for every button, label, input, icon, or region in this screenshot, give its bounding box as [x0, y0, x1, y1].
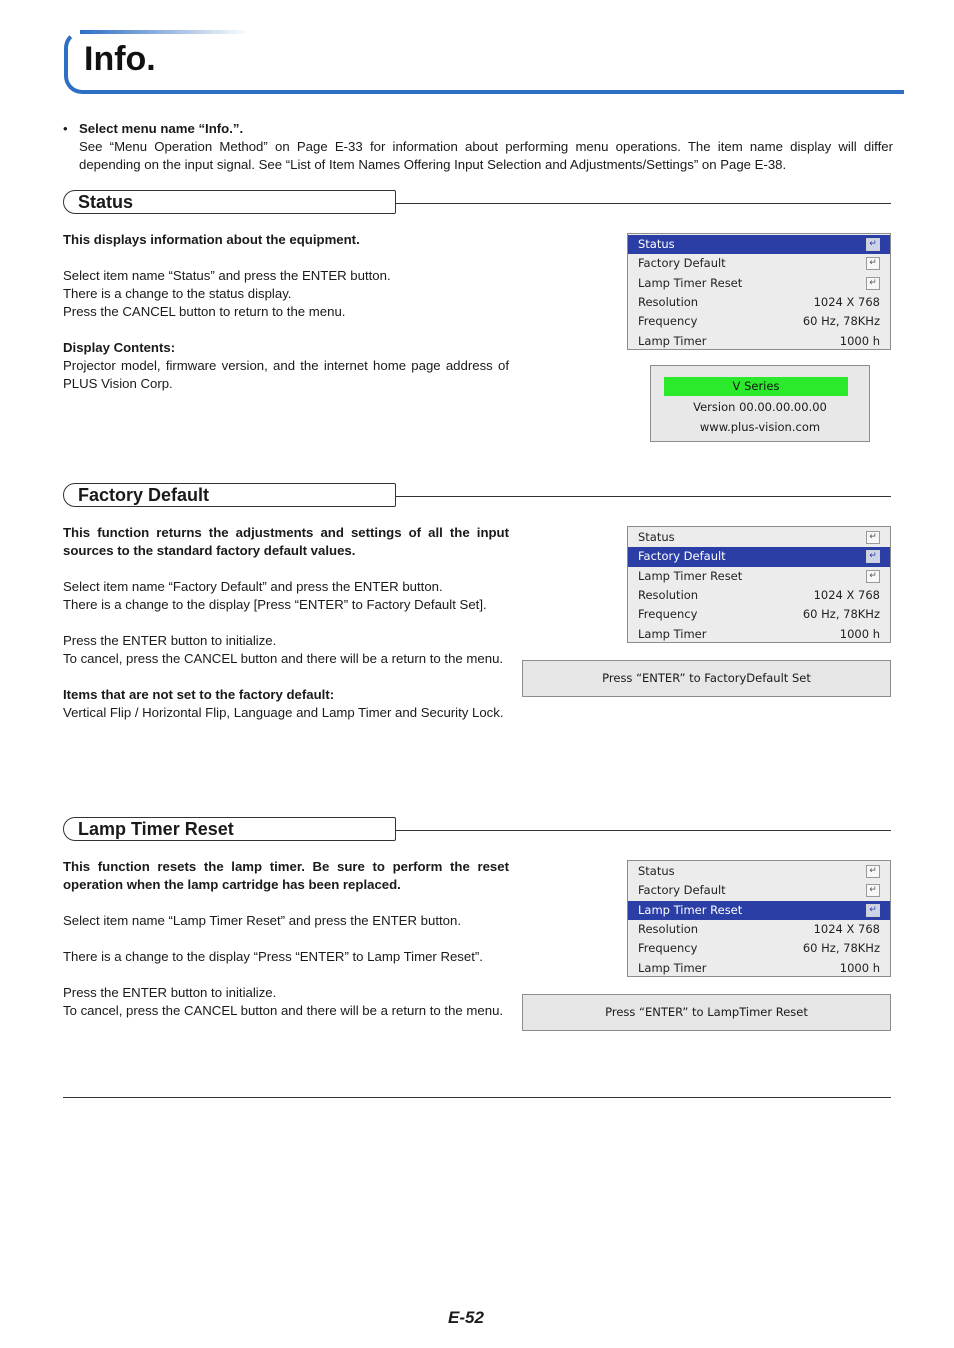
menu-item-resolution	[628, 293, 890, 312]
menu-item-value: 1024 X 768	[813, 922, 880, 937]
menu-item-label: Frequency	[638, 314, 698, 329]
status-contents-label: Display Contents:	[63, 340, 176, 355]
menu-item-status	[628, 528, 890, 547]
factory-items-text: Vertical Flip / Horizontal Flip, Language and Lamp Timer and Security Lock.	[63, 705, 504, 720]
menu-item-resolution	[628, 920, 890, 939]
page-title: Info.	[84, 40, 156, 78]
lamp-timer-text	[63, 858, 509, 1020]
menu-item-label: Factory Default	[638, 549, 726, 564]
menu-item-label: Frequency	[638, 941, 698, 956]
menu-item-value: 1000 h	[839, 333, 880, 348]
factory-p2: There is a change to the display [Press “ENTER” to Factory Default Set].	[63, 597, 487, 612]
enter-icon: ↵	[866, 257, 880, 270]
menu-item-lamp-timer	[628, 624, 890, 643]
lamp-p4: To cancel, press the CANCEL button and there will be a return to the menu.	[63, 1003, 504, 1018]
factory-default-text	[63, 524, 509, 722]
menu-item-label: Factory Default	[638, 883, 726, 898]
menu-item-label: Lamp Timer Reset	[638, 568, 743, 583]
bottom-rule	[63, 1097, 891, 1098]
intro-body: See “Menu Operation Method” on Page E-33 for information about performing menu operations. The item name display will differ depending on the input signal. See “List of Item Names Offering Input Selection and Adjustments/Settings” on Page E-38.	[79, 139, 893, 172]
enter-icon: ↵	[866, 550, 880, 563]
status-p2: There is a change to the status display.	[63, 286, 292, 301]
section-heading-factory-default: Factory Default	[63, 483, 396, 507]
menu-item-label: Lamp Timer Reset	[638, 275, 743, 290]
menu-item-resolution	[628, 586, 890, 605]
menu-item-value: 60 Hz, 78KHz	[802, 607, 880, 622]
enter-icon: ↵	[866, 277, 880, 290]
menu-item-frequency	[628, 605, 890, 624]
enter-icon: ↵	[866, 865, 880, 878]
osd-menu-status	[627, 233, 891, 350]
menu-item-lamp-timer-reset	[628, 567, 890, 586]
section-heading-lamp-timer-reset: Lamp Timer Reset	[63, 817, 396, 841]
status-text	[63, 231, 509, 393]
enter-icon: ↵	[866, 531, 880, 544]
factory-lead: This function returns the adjustments and settings of all the input sources to the standard factory default values.	[63, 525, 509, 558]
menu-item-frequency	[628, 312, 890, 331]
homepage-url: www.plus-vision.com	[699, 420, 821, 434]
lamp-p2: There is a change to the display “Press “ENTER” to Lamp Timer Reset”.	[63, 949, 483, 964]
section-rule	[396, 496, 891, 497]
section-heading-status: Status	[63, 190, 396, 214]
menu-item-frequency	[628, 939, 890, 958]
menu-item-value: 1000 h	[839, 626, 880, 641]
model-series-label: V Series	[664, 377, 848, 396]
menu-item-value: 1024 X 768	[813, 295, 880, 310]
menu-item-value: 1000 h	[839, 960, 880, 975]
enter-icon: ↵	[866, 238, 880, 251]
menu-item-label: Lamp Timer	[638, 960, 707, 975]
menu-item-factory-default	[628, 254, 890, 273]
menu-item-label: Status	[638, 237, 675, 252]
menu-item-status	[628, 862, 890, 881]
menu-item-factory-default	[628, 881, 890, 900]
menu-item-label: Lamp Timer	[638, 626, 707, 641]
menu-item-label: Status	[638, 530, 675, 545]
lamp-p3: Press the ENTER button to initialize.	[63, 985, 277, 1000]
status-contents-text: Projector model, firmware version, and the internet home page address of PLUS Vision Corp.	[63, 358, 509, 391]
menu-item-value: 60 Hz, 78KHz	[802, 314, 880, 329]
menu-item-label: Lamp Timer	[638, 333, 707, 348]
osd-menu-lamp-timer-reset	[627, 860, 891, 977]
factory-items-label: Items that are not set to the factory default:	[63, 687, 335, 702]
lamp-lead: This function resets the lamp timer. Be sure to perform the reset operation when the lamp cartridge has been replaced.	[63, 859, 509, 892]
menu-item-lamp-timer	[628, 331, 890, 350]
section-rule	[396, 203, 891, 204]
menu-item-label: Resolution	[638, 588, 699, 603]
osd-menu-factory-default	[627, 526, 891, 643]
title-accent-line	[80, 30, 250, 34]
status-lead: This displays information about the equipment.	[63, 232, 360, 247]
menu-item-lamp-timer-reset	[628, 901, 890, 920]
menu-item-label: Resolution	[638, 295, 699, 310]
page-number: E-52	[448, 1308, 484, 1327]
menu-item-value: 60 Hz, 78KHz	[802, 941, 880, 956]
enter-icon: ↵	[866, 570, 880, 583]
status-info-panel	[650, 365, 870, 442]
menu-item-label: Factory Default	[638, 256, 726, 271]
menu-item-value: 1024 X 768	[813, 588, 880, 603]
bullet-dot: •	[63, 121, 68, 136]
enter-icon: ↵	[866, 884, 880, 897]
menu-item-label: Frequency	[638, 607, 698, 622]
status-p3: Press the CANCEL button to return to the menu.	[63, 304, 346, 319]
enter-icon: ↵	[866, 904, 880, 917]
lamp-p1: Select item name “Lamp Timer Reset” and press the ENTER button.	[63, 913, 461, 928]
menu-item-label: Resolution	[638, 922, 699, 937]
menu-item-factory-default	[628, 547, 890, 566]
menu-item-status	[628, 235, 890, 254]
menu-item-lamp-timer	[628, 958, 890, 977]
section-rule	[396, 830, 891, 831]
factory-p1: Select item name “Factory Default” and press the ENTER button.	[63, 579, 443, 594]
menu-item-lamp-timer-reset	[628, 274, 890, 293]
factory-p4: To cancel, press the CANCEL button and there will be a return to the menu.	[63, 651, 504, 666]
menu-item-label: Lamp Timer Reset	[638, 902, 743, 917]
lamp-timer-reset-prompt: Press “ENTER” to LampTimer Reset	[522, 994, 891, 1031]
title-frame	[64, 30, 904, 94]
intro-heading: Select menu name “Info.”.	[79, 121, 244, 136]
firmware-version: Version 00.00.00.00.00	[693, 400, 827, 414]
factory-p3: Press the ENTER button to initialize.	[63, 633, 277, 648]
factory-default-prompt: Press “ENTER” to FactoryDefault Set	[522, 660, 891, 697]
intro-bullet	[63, 120, 893, 174]
menu-item-label: Status	[638, 864, 675, 879]
status-p1: Select item name “Status” and press the ENTER button.	[63, 268, 391, 283]
